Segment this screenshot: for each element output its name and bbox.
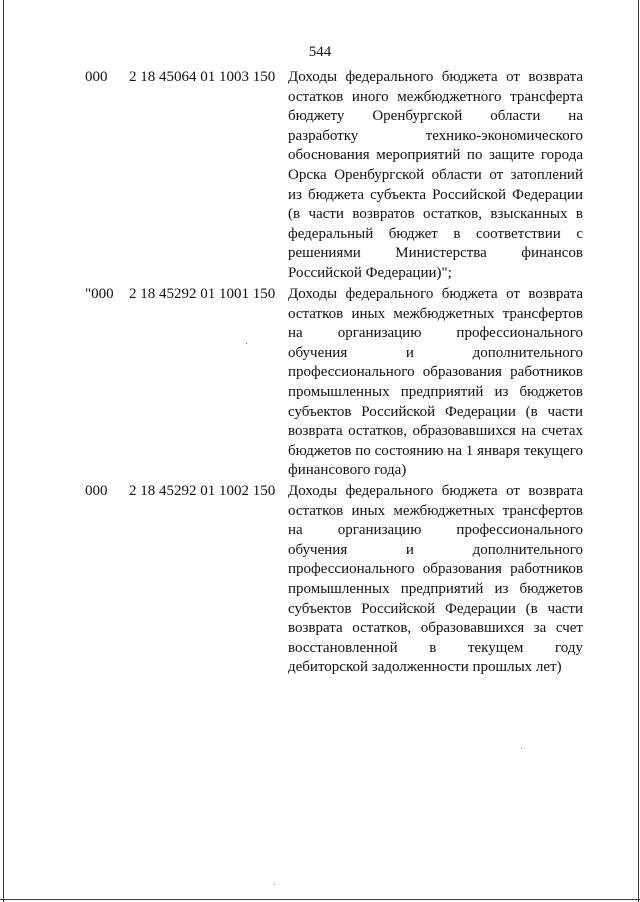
description-line: возврата остатков, образовавшихся за счет [288,620,583,637]
description-line: возврата остатков, образовавшихся на счетах [288,423,583,440]
description-line: субъектов Российской Федерации (в части [288,403,583,420]
kbk-code: 2 18 45292 01 1001 150 [129,286,276,302]
description-line: на организацию профессионального [288,522,583,539]
admin-code: 000 [85,69,108,85]
admin-code: 000 [85,483,108,499]
description-line: профессионального образования работников [288,561,583,578]
page-number: 544 [308,44,332,60]
description-line: решениями Министерства финансов [288,245,583,262]
description-line: на организацию профессионального [288,325,583,342]
description-line: Российской Федерации)"; [288,264,452,281]
description-line: субъектов Российской Федерации (в части [288,600,583,617]
scan-edge-left [3,0,4,902]
description-line: Доходы федерального бюджета от возврата [288,286,583,302]
description-line: профессионального образования работников [288,364,583,381]
description-line: дебиторской задолженности прошлых лет) [288,659,562,676]
description-line: остатков иного межбюджетного трансферта [288,88,583,105]
description-line: обоснования мероприятий по защите города [288,147,583,164]
description-line: бюджетов по состоянию на 1 января текущего [288,442,583,459]
description-line: обучения и дополнительного [288,344,583,361]
description-line: бюджету Оренбургской области на [288,108,583,125]
admin-code: "000 [85,286,114,302]
description-line: разработку технико-экономического [288,127,583,144]
description-line: Орска Оренбургской области от затоплений [288,166,583,183]
description-line: обучения и дополнительного [288,541,583,558]
description-line: федеральный бюджет в соответствии с [288,225,583,242]
scan-speck [274,884,275,885]
description-line: из бюджета субъекта Российской Федерации [288,186,583,203]
description-line: финансового года) [288,462,407,479]
entry-description [288,285,583,481]
scan-speck [246,343,247,344]
description-line: промышленных предприятий из бюджетов [288,383,583,400]
kbk-code: 2 18 45292 01 1002 150 [129,483,276,499]
description-line: Доходы федерального бюджета от возврата [288,69,583,85]
description-line: Доходы федерального бюджета от возврата [288,483,583,499]
kbk-code: 2 18 45064 01 1003 150 [129,69,276,85]
scan-edge-bottom [0,899,640,900]
description-line: восстановленной в текущем году [288,639,583,656]
description-line: остатков иных межбюджетных трансфертов [288,305,583,322]
description-line: промышленных предприятий из бюджетов [288,580,583,597]
entry-description [288,482,583,678]
scan-edge-right [638,0,639,902]
description-line: остатков иных межбюджетных трансфертов [288,502,583,519]
scan-speck [521,748,522,749]
entry-description [288,68,583,284]
description-line: (в части возвратов остатков, взысканных в [288,206,583,223]
